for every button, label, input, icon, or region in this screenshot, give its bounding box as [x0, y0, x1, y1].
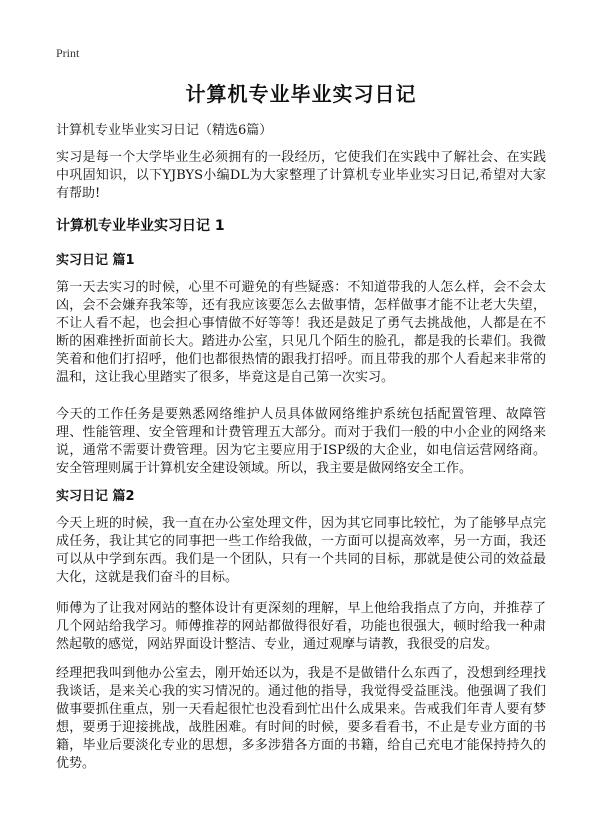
entry-1-paragraph-1: 第一天去实习的时候，心里不可避免的有些疑惑：不知道带我的人怎么样，会不会太凶，会不会嫌弃我笨等，还有我应该要怎么去做事情，怎样做事才能不让老大失望，不让人看不起，也会担心事情做不好等等！我还是鼓足了勇气去挑战他，人都是在不断的困难挫折面前长大。踏进办公室，只见几个陌生的脸孔，都是我的长辈们。我微笑着和他们打招呼，他们也都很热情的跟我打招呼。而且带我的那个人看起来非常的温和，这让我心里踏实了很多，毕竟这是自己第一次实习。 — [56, 280, 546, 385]
entry-2-paragraph-3: 经理把我叫到他办公室去，刚开始还以为，我是不是做错什么东西了，没想到经理找我谈话，是来关心我的实习情况的。通过他的指导，我觉得受益匪浅。他强调了我们做事要抓住重点，别一天看起很忙也没看到忙出什么成果来。告戒我们年青人要有梦想，要勇于迎接挑战，战胜困难。有时间的时候，要多看看书，不止是专业方面的书籍，毕业后要淡化专业的思想，多多涉猎各方面的书籍，给自己充电才能保持持久的优势。 — [56, 666, 546, 771]
entry-heading-1: 实习日记 篇1 — [56, 253, 135, 268]
document-subtitle: 计算机专业毕业实习日记（精选6篇） — [56, 123, 273, 138]
entry-1-paragraph-2: 今天的工作任务是要熟悉网络维护人员具体做网络维护系统包括配置管理、故障管理、性能管理、安全管理和计费管理五大部分。而对于我们一般的中小企业的网络来说，通常不需要计费管理。因为它主要应用于ISP级的大企业，如电信运营网络商。安全管理则属于计算机安全建设领域。所以，我主要是做网络安全工作。 — [56, 407, 546, 476]
entry-2-paragraph-1: 今天上班的时候，我一直在办公室处理文件，因为其它同事比较忙，为了能够早点完成任务，我让其它的同事把一些工作给我做，一方面可以提高效率，另一方面，我还可以从中学到东西。我们是一个团队，只有一个共同的目标，那就是使公司的效益最大化，这就是我们奋斗的目标。 — [56, 516, 546, 585]
document-title: 计算机专业毕业实习日记 — [185, 82, 417, 106]
entry-heading-2: 实习日记 篇2 — [56, 489, 135, 504]
entry-2-paragraph-2: 师傅为了让我对网站的整体设计有更深刻的理解，早上他给我指点了方向，并推荐了几个网站给我学习。师傅推荐的网站都做得很好看，功能也很强大，顿时给我一种肃然起敬的感觉，网站界面设计整洁、专业，通过观摩与请教，我很受的启发。 — [56, 601, 546, 652]
print-link[interactable]: Print — [56, 46, 80, 60]
section-heading: 计算机专业毕业实习日记 1 — [56, 218, 225, 234]
intro-paragraph: 实习是每一个大学毕业生必须拥有的一段经历，它使我们在实践中了解社会、在实践中巩固知识，以下YJBYS小编DL为大家整理了计算机专业毕业实习日记,希望对大家有帮助! — [56, 150, 546, 201]
